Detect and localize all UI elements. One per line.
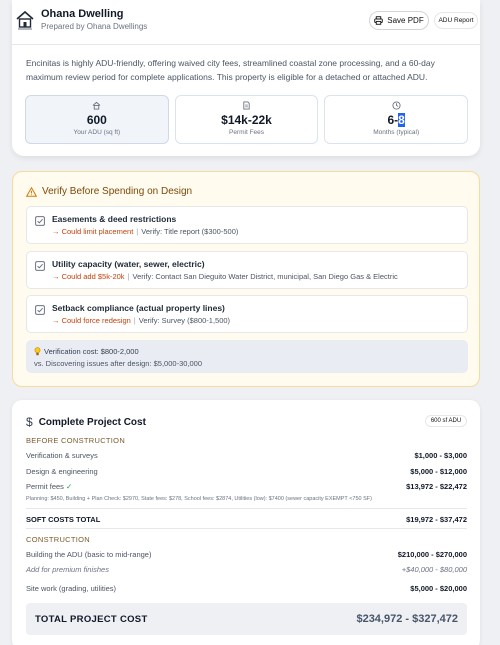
verification-cost: Verification cost: $800-2,000 — [44, 347, 139, 356]
stat-timeline — [324, 95, 468, 144]
soft-costs-label: SOFT COSTS TOTAL — [26, 515, 101, 524]
checkbox-icon[interactable] — [35, 216, 45, 226]
verify-heading — [26, 186, 192, 197]
verify-item-detail: → Could limit placement | Verify: Title report ($300-500) — [52, 227, 239, 236]
stat-value: 600 — [86, 113, 107, 127]
dollar-icon: $ — [26, 415, 33, 429]
soft-costs-total-row — [26, 515, 467, 524]
verify-title: Verify Before Spending on Design — [42, 186, 193, 197]
total-label: TOTAL PROJECT COST — [35, 614, 148, 625]
jurisdiction-summary: Encinitas is highly ADU-friendly, offering waived city fees, streamlined coastal zone processing, and a 60-day maximum review period for complete applications. This property is eligible for a detached or attached ADU. — [26, 58, 435, 82]
cost-value: $5,000 - $20,000 — [410, 584, 467, 593]
cost-value: +$40,000 - $80,000 — [401, 565, 467, 574]
key-stats — [25, 95, 468, 144]
verify-item-title: Setback compliance (actual property lines) — [52, 303, 225, 313]
risk-text: → Could limit placement — [52, 227, 134, 236]
brand — [15, 8, 147, 31]
stat-value-prefix: 6- — [387, 113, 399, 127]
permit-fee-breakdown: Planning: $450, Building + Plan Check: $2970, State fees: $278, School fees: $2874, Utilities (low): $7400 (sewer capacity EXEMPT <750 SF) — [26, 496, 372, 502]
cost-label: Add for premium finishes — [26, 565, 109, 574]
cost-label: Permit fees — [26, 482, 64, 491]
verify-item-detail: → Could force redesign | Verify: Survey ($800-1,500) — [52, 316, 231, 325]
save-pdf-label: Save PDF — [387, 16, 424, 25]
prepared-by: Prepared by Ohana Dwellings — [41, 22, 148, 31]
checkbox-icon[interactable] — [35, 261, 45, 271]
verify-method: Verify: Contact San Dieguito Water District, municipal, San Diego Gas & Electric — [132, 272, 398, 281]
divider — [26, 528, 467, 529]
cost-value: $5,000 - $12,000 — [410, 467, 467, 476]
stat-permit-fees — [175, 95, 319, 144]
company-name: Ohana Dwelling — [41, 8, 124, 20]
cost-label: Site work (grading, utilities) — [26, 584, 117, 593]
printer-icon — [374, 16, 383, 25]
total-value: $234,972 - $327,472 — [356, 613, 458, 625]
verification-cost-note — [26, 340, 468, 373]
project-cost-card — [12, 400, 480, 645]
checkbox-icon[interactable] — [35, 305, 45, 315]
cost-row — [26, 482, 467, 491]
document-icon — [242, 101, 251, 110]
cost-value: $1,000 - $3,000 — [414, 451, 467, 460]
soft-costs-value: $19,972 - $37,472 — [406, 515, 467, 524]
lightbulb-icon — [34, 347, 41, 356]
adu-report-button[interactable]: ADU Report — [434, 12, 478, 29]
home-icon — [92, 101, 101, 110]
verify-item-title: Easements & deed restrictions — [52, 214, 177, 224]
verify-item-detail: → Could add $5k-20k | Verify: Contact San Dieguito Water District, municipal, San Diego Gas & Electric — [52, 272, 398, 281]
cost-label: Verification & surveys — [26, 451, 98, 460]
report-header-card — [12, 0, 480, 156]
stat-adu-size — [25, 95, 169, 144]
warning-icon — [26, 187, 37, 197]
cost-value: $13,972 - $22,472 — [406, 482, 467, 491]
verify-item[interactable] — [26, 295, 468, 333]
verify-item[interactable] — [26, 251, 468, 289]
stat-label: Your ADU (sq ft) — [73, 129, 121, 136]
risk-text: → Could add $5k-20k — [52, 272, 125, 281]
cost-row — [26, 467, 467, 476]
verification-cost-line — [34, 347, 139, 356]
save-pdf-button[interactable] — [369, 11, 429, 30]
stat-value — [325, 113, 467, 127]
header-divider — [12, 44, 480, 45]
selected-text: 8 — [398, 113, 405, 127]
cost-heading — [26, 415, 146, 429]
total-project-cost — [26, 603, 467, 635]
clock-icon — [392, 101, 401, 110]
verify-method: Verify: Title report ($300-500) — [141, 227, 239, 236]
stat-label: Permit Fees — [228, 129, 265, 136]
house-logo-icon — [15, 9, 35, 31]
stat-label: Months (typical) — [373, 129, 420, 136]
risk-text: → Could force redesign — [52, 316, 131, 325]
divider — [26, 508, 467, 509]
cost-row — [26, 584, 467, 593]
cost-row — [26, 550, 467, 559]
adu-size-badge: 600 sf ADU — [425, 415, 467, 427]
cost-value: $210,000 - $270,000 — [397, 550, 467, 559]
check-mark-icon: ✓ — [66, 482, 73, 491]
cost-label: Design & engineering — [26, 467, 98, 476]
stat-value: $14k-22k — [221, 113, 272, 127]
verify-item[interactable] — [26, 206, 468, 244]
verify-before-design-card — [12, 171, 480, 387]
verify-method: Verify: Survey ($800-1,500) — [138, 316, 231, 325]
discovery-cost: vs. Discovering issues after design: $5,000-30,000 — [34, 359, 203, 368]
cost-label: Building the ADU (basic to mid-range) — [26, 550, 152, 559]
verify-item-title: Utility capacity (water, sewer, electric) — [52, 259, 205, 269]
cost-row-optional — [26, 565, 467, 574]
cost-row — [26, 451, 467, 460]
section-heading-before: BEFORE CONSTRUCTION — [26, 436, 126, 445]
section-heading-construction: CONSTRUCTION — [26, 535, 91, 544]
cost-title: Complete Project Cost — [38, 416, 146, 428]
